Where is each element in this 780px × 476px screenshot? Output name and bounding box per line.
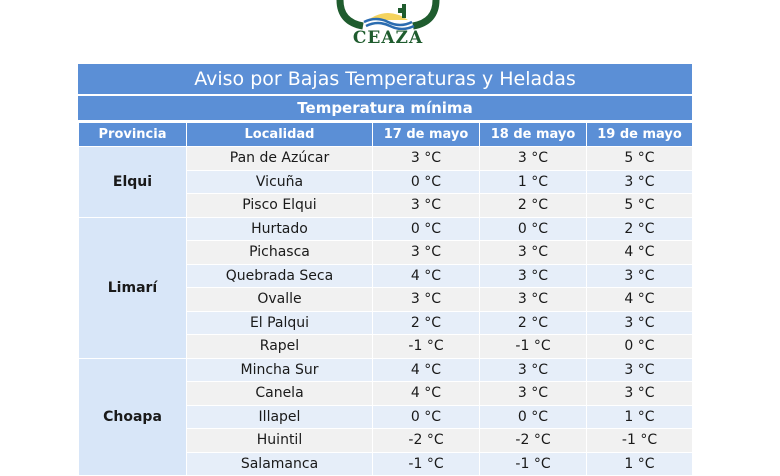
temperature-cell: 3 °C — [480, 241, 587, 265]
alert-table-container — [78, 64, 692, 476]
temperature-cell: 0 °C — [480, 405, 587, 429]
locality-cell: Ovalle — [187, 288, 373, 312]
temperature-cell: 0 °C — [373, 405, 480, 429]
locality-cell: Quebrada Seca — [187, 264, 373, 288]
temperature-cell: -1 °C — [480, 452, 587, 476]
table-body — [79, 147, 693, 476]
header-provincia: Provincia — [79, 123, 187, 147]
ceaza-logo — [318, 0, 458, 48]
locality-cell: Pichasca — [187, 241, 373, 265]
table-subtitle: Temperatura mínima — [78, 96, 692, 122]
province-cell: Limarí — [79, 217, 187, 358]
temperature-cell: 3 °C — [587, 358, 693, 382]
header-day-1: 17 de mayo — [373, 123, 480, 147]
locality-cell: Canela — [187, 382, 373, 406]
locality-cell: Mincha Sur — [187, 358, 373, 382]
locality-cell: Vicuña — [187, 170, 373, 194]
temperature-cell: -1 °C — [373, 335, 480, 359]
temperature-cell: 1 °C — [587, 405, 693, 429]
province-cell: Choapa — [79, 358, 187, 476]
temperature-cell: 4 °C — [373, 264, 480, 288]
locality-cell: Hurtado — [187, 217, 373, 241]
temperature-cell: 4 °C — [587, 288, 693, 312]
temperature-cell: 3 °C — [373, 288, 480, 312]
temperature-table — [78, 122, 693, 476]
locality-cell: Illapel — [187, 405, 373, 429]
temperature-cell: 3 °C — [373, 194, 480, 218]
header-row — [79, 123, 693, 147]
temperature-cell: 3 °C — [587, 382, 693, 406]
header-localidad: Localidad — [187, 123, 373, 147]
temperature-cell: 3 °C — [480, 358, 587, 382]
temperature-cell: 2 °C — [587, 217, 693, 241]
locality-cell: Huintil — [187, 429, 373, 453]
table-row — [79, 358, 693, 382]
temperature-cell: 2 °C — [373, 311, 480, 335]
header-day-3: 19 de mayo — [587, 123, 693, 147]
temperature-cell: 3 °C — [373, 147, 480, 171]
temperature-cell: -1 °C — [373, 452, 480, 476]
logo-text: CEAZA — [352, 28, 424, 48]
logo-emblem-icon — [318, 0, 458, 30]
table-row — [79, 147, 693, 171]
locality-cell: Pisco Elqui — [187, 194, 373, 218]
temperature-cell: 0 °C — [373, 170, 480, 194]
temperature-cell: 0 °C — [373, 217, 480, 241]
temperature-cell: 1 °C — [480, 170, 587, 194]
temperature-cell: 5 °C — [587, 147, 693, 171]
temperature-cell: 4 °C — [373, 382, 480, 406]
temperature-cell: 3 °C — [480, 288, 587, 312]
temperature-cell: 3 °C — [587, 264, 693, 288]
temperature-cell: 4 °C — [373, 358, 480, 382]
temperature-cell: 2 °C — [480, 311, 587, 335]
temperature-cell: -1 °C — [480, 335, 587, 359]
temperature-cell: -2 °C — [480, 429, 587, 453]
province-cell: Elqui — [79, 147, 187, 218]
locality-cell: Rapel — [187, 335, 373, 359]
table-title: Aviso por Bajas Temperaturas y Heladas — [78, 64, 692, 96]
temperature-cell: 3 °C — [587, 170, 693, 194]
temperature-cell: 3 °C — [480, 147, 587, 171]
temperature-cell: 1 °C — [587, 452, 693, 476]
temperature-cell: 0 °C — [480, 217, 587, 241]
temperature-cell: 3 °C — [480, 264, 587, 288]
header-day-2: 18 de mayo — [480, 123, 587, 147]
locality-cell: Pan de Azúcar — [187, 147, 373, 171]
temperature-cell: 0 °C — [587, 335, 693, 359]
temperature-cell: 3 °C — [373, 241, 480, 265]
temperature-cell: 5 °C — [587, 194, 693, 218]
table-row — [79, 217, 693, 241]
temperature-cell: 2 °C — [480, 194, 587, 218]
temperature-cell: -2 °C — [373, 429, 480, 453]
locality-cell: Salamanca — [187, 452, 373, 476]
temperature-cell: 3 °C — [480, 382, 587, 406]
temperature-cell: 3 °C — [587, 311, 693, 335]
locality-cell: El Palqui — [187, 311, 373, 335]
temperature-cell: -1 °C — [587, 429, 693, 453]
temperature-cell: 4 °C — [587, 241, 693, 265]
